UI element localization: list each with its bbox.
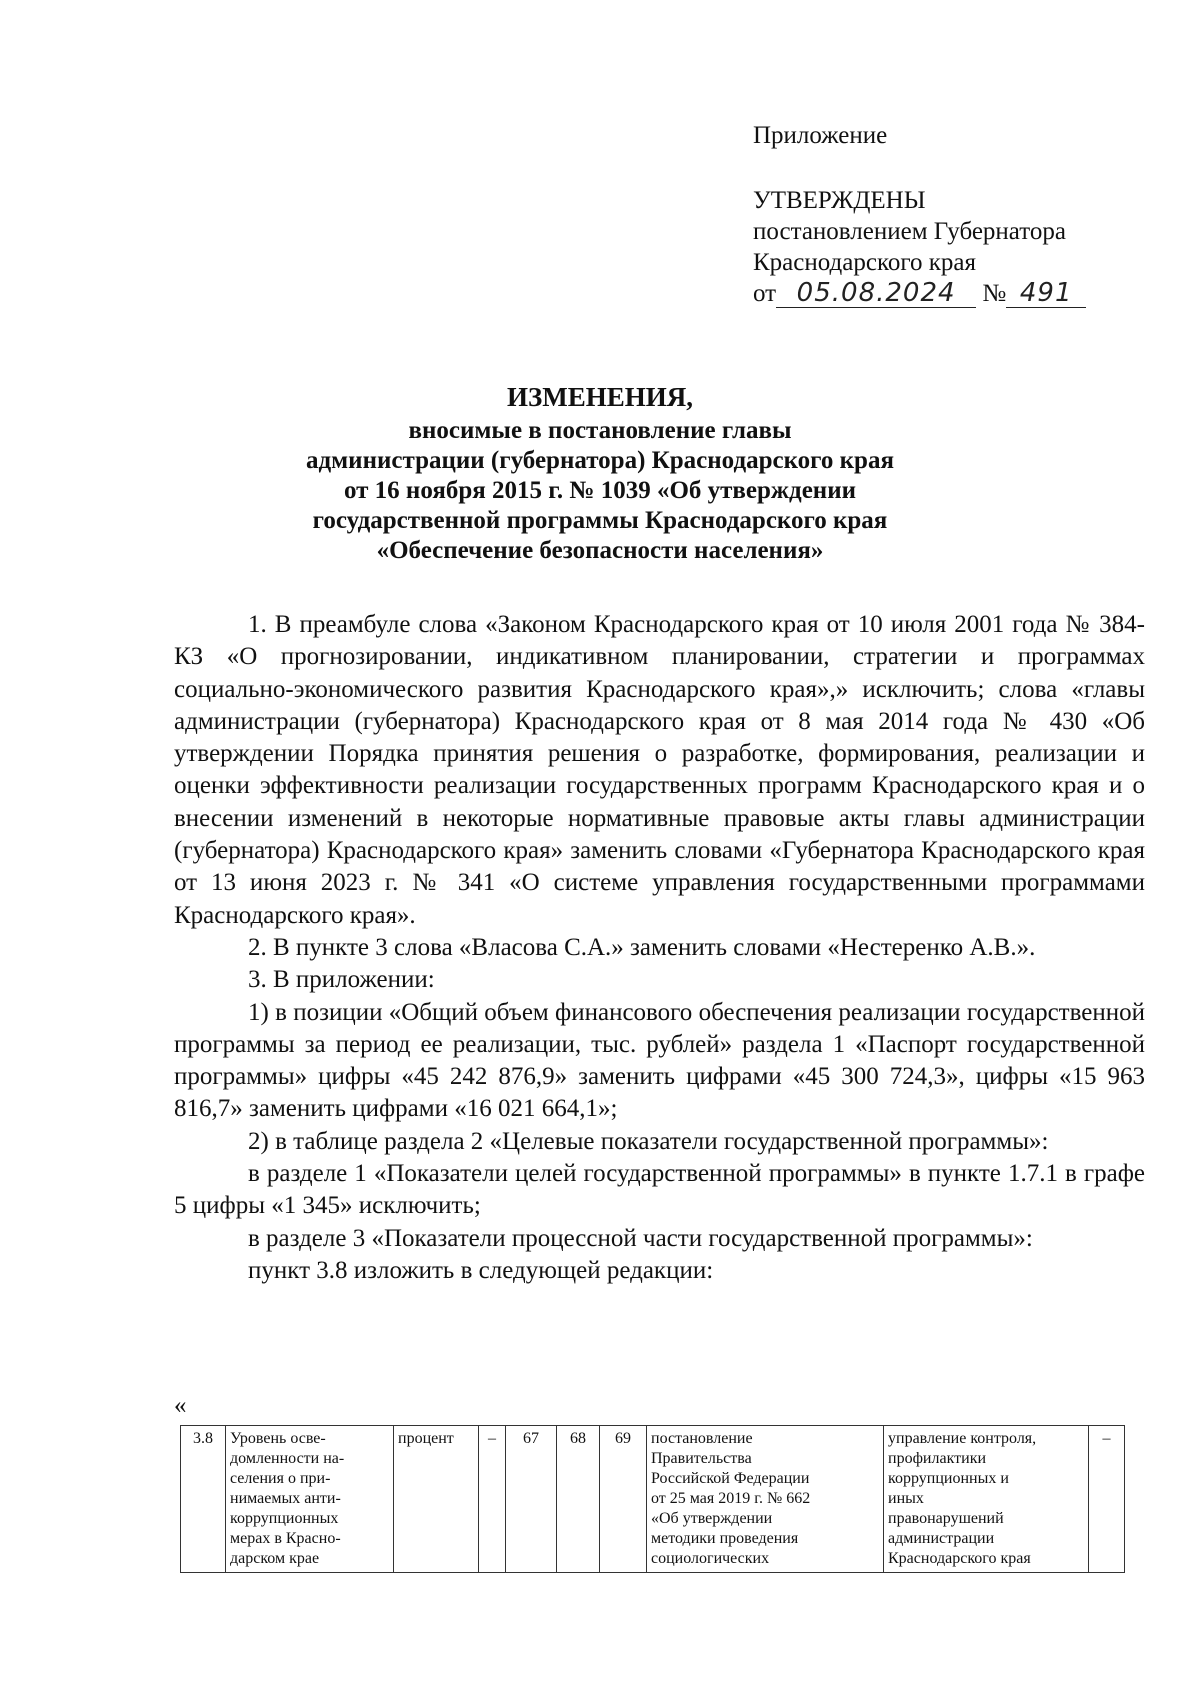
paragraph: пункт 3.8 изложить в следующей редакции: (248, 1256, 714, 1284)
approval-block (753, 120, 1086, 309)
cell-value: 69 (600, 1426, 647, 1573)
document-title (180, 382, 1020, 566)
appendix-label: Приложение (753, 122, 888, 149)
number-prefix: № (982, 280, 1007, 307)
indicator-table (180, 1425, 1125, 1573)
paragraph: 1) в позиции «Общий объем финансового обеспечения реализации государственной программы за период ее реализации, тыс. рублей» раздела 1 «Паспорт государственной программы» цифры «45 242 876,9» заменить цифрами «45 300 724,3», цифры «15 963 816,7» заменить цифрами «16 021 664,1»; (174, 998, 1145, 1123)
opening-quote: « (174, 1392, 187, 1419)
paragraph: 2) в таблице раздела 2 «Целевые показатели государственной программы»: (248, 1127, 1049, 1155)
approved-label: УТВЕРЖДЕНЫ (753, 187, 926, 214)
table-row (181, 1426, 1125, 1573)
handwritten-number: 491 (1019, 278, 1073, 308)
cell-dash: – (479, 1426, 506, 1573)
paragraph: 1. В преамбуле слова «Законом Краснодарского края от 10 июля 2001 года № 384-КЗ «О прогнозировании, индикативном планировании, стратегии и программах социально-экономического развития Краснодарского края»,» исключить; слова «главы администрации (губернатора) Краснодарского края от 8 мая 2014 года № 430 «Об утверждении Порядка принятия решения о разработке, формирования, реализации и оценки эффективности реализации государственных программ Краснодарского края и о внесении изменений в некоторые нормативные правовые акты главы администрации (губернатора) Краснодарского края» заменить словами «Губернатора Краснодарского края от 13 июня 2023 г. № 341 «О системе управления государственными программами Краснодарского края». (174, 611, 1145, 929)
cell-responsible: управление контроля, профилактики коррупционных и иных правонарушений администрации Краснодарского края (884, 1426, 1089, 1573)
title-line: администрации (губернатора) Краснодарского края (306, 447, 894, 474)
paragraph: в разделе 3 «Показатели процессной части государственной программы»: (248, 1224, 1033, 1252)
cell-number: 3.8 (181, 1426, 226, 1573)
approved-by-line1: постановлением Губернатора (753, 218, 1066, 245)
cell-basis: постановление Правительства Российской Федерации от 25 мая 2019 г. № 662 «Об утверждении методики проведения социологических (647, 1426, 884, 1573)
title-line: «Обеспечение безопасности населения» (376, 537, 824, 564)
cell-indicator-name: Уровень осве- домленности на- селения о при- нимаемых анти- коррупционных мерах в Красно- дарском крае (226, 1426, 394, 1573)
title-line: вносимые в постановление главы (408, 417, 792, 444)
cell-dash: – (1089, 1426, 1125, 1573)
handwritten-date: 05.08.2024 (796, 278, 956, 308)
paragraph: 2. В пункте 3 слова «Власова С.А.» заменить словами «Нестеренко А.В.». (248, 933, 1036, 961)
document-body (174, 609, 1145, 1287)
title-main: ИЗМЕНЕНИЯ, (506, 382, 693, 412)
cell-unit: процент (394, 1426, 479, 1573)
approved-by-line2: Краснодарского края (753, 249, 976, 276)
date-prefix: от (753, 280, 777, 307)
paragraph: в разделе 1 «Показатели целей государственной программы» в пункте 1.7.1 в графе 5 цифры «1 345» исключить; (174, 1160, 1145, 1220)
paragraph: 3. В приложении: (248, 966, 435, 994)
cell-value: 67 (506, 1426, 557, 1573)
title-line: государственной программы Краснодарского края (312, 507, 888, 534)
approval-date-line (753, 278, 1086, 309)
title-line: от 16 ноября 2015 г. № 1039 «Об утверждении (343, 477, 857, 504)
cell-value: 68 (557, 1426, 600, 1573)
